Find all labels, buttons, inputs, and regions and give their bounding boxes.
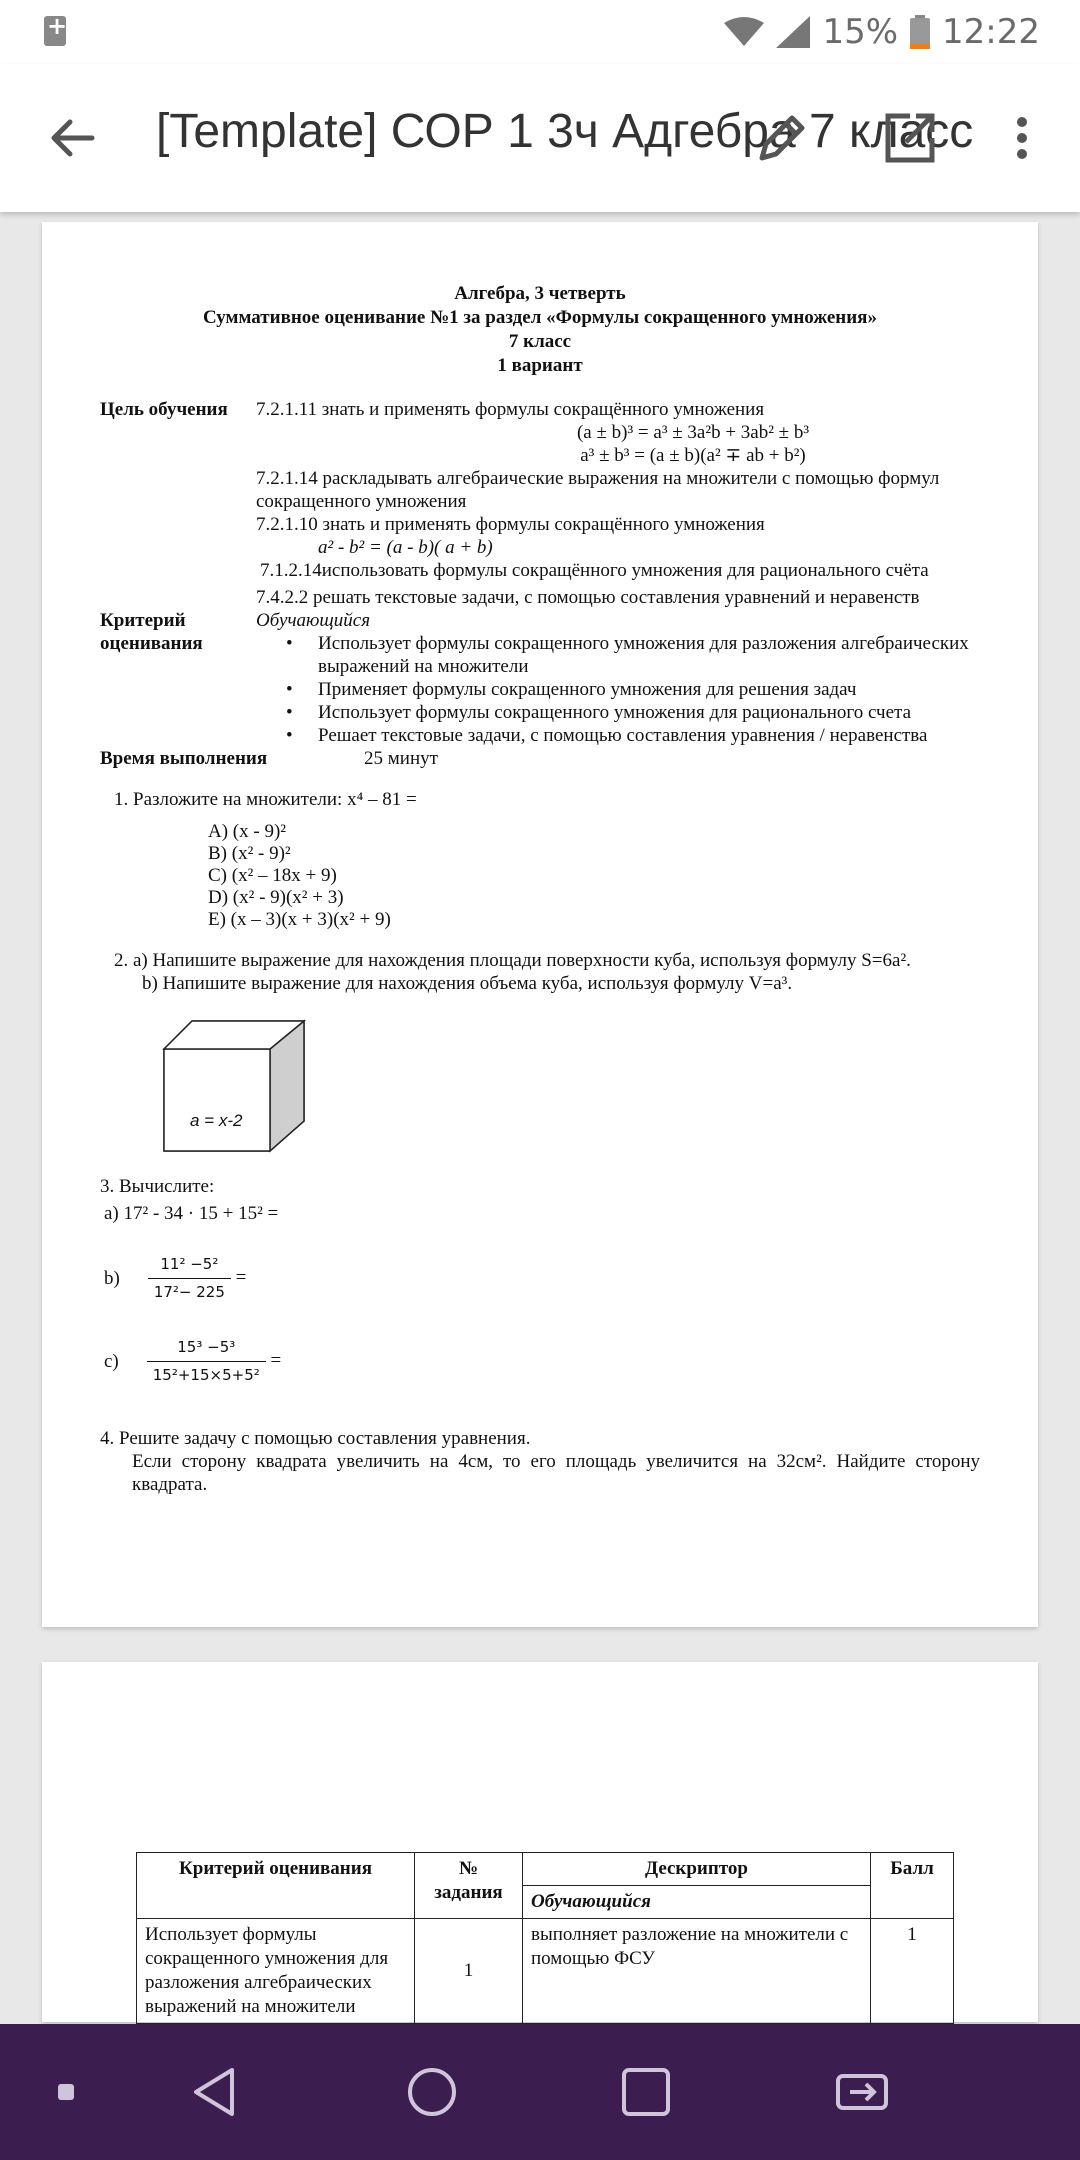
column-header-descriptor: Дескриптор	[523, 1853, 871, 1886]
list-item: • Использует формулы сокращенного умножения для разложения алгебраических выражений на множители	[256, 632, 980, 678]
back-nav-icon[interactable]	[186, 2062, 246, 2122]
battery-icon	[910, 15, 930, 49]
column-header-criterion: Критерий оценивания	[137, 1853, 415, 1919]
column-subheader: Обучающийся	[523, 1886, 871, 1919]
task-4: 4. Решите задачу с помощью составления уравнения. Если сторону квадрата увеличить на 4см, то его площадь увеличится на 32см². Найдите сторону квадрата.	[100, 1428, 980, 1495]
wifi-icon	[724, 17, 764, 47]
small-square-icon[interactable]	[36, 2062, 96, 2122]
recents-nav-icon[interactable]	[616, 2062, 676, 2122]
learning-goals: Цель обучения 7.2.1.11 знать и применять формулы сокращённого умножения (a ± b)³ = a³ ± 3a²b + 3ab² ± b³ a³ ± b³ = (a ± b)(a² ∓ ab + b²) 7.2.1.14 раскладывать алгебраические выражения на множители с помощью формул сокращенного умножения 7.2.1.10 знать и применять формулы сокращённого умножения a² - b² = (a - b)( a + b) 7.1.2.14использовать формулы сокращённого умножения для рационального счёта 7.4.2.2 решать текстовые задачи, с помощью составления уравнений и неравенств Критерий оценивания Обучающийся • Использует формулы сокращенного умножения для разложения алгебраических выражений на множители • Применяет формулы сокращенного умножения для решения задач • Использует формулы сокращенного умножения для рационального счета • Решает текстовые задачи, с помощью составления уравнения / неравенства Время выполнения 25 минут	[100, 398, 980, 770]
back-arrow-icon[interactable]	[42, 108, 102, 168]
status-bar	[0, 0, 1080, 64]
formula-diff-squares: a² - b² = (a - b)( a + b)	[318, 537, 493, 558]
rubric-table	[136, 1852, 954, 2024]
option-a: A) (x - 9)²	[208, 821, 286, 842]
task-2: 2. a) Напишите выражение для нахождения площади поверхности куба, используя формулу S=6a². b) Напишите выражение для нахождения объема куба, используя формулу V=a³. a = x-2	[100, 949, 980, 1157]
list-item: • Решает текстовые задачи, с помощью составления уравнения / неравенства	[256, 724, 980, 747]
option-b: B) (x² - 9)²	[208, 843, 291, 864]
criteria-list	[256, 632, 980, 747]
home-nav-icon[interactable]	[402, 2062, 462, 2122]
formula-sum-cubes: a³ ± b³ = (a ± b)(a² ∓ ab + b²)	[580, 445, 806, 466]
fraction-b: $\frac{\text{11² −5²}}{\text{17²− 225}}$	[148, 1253, 231, 1304]
cube-side-label: a = x-2	[190, 1111, 243, 1130]
time-value: 25 минут	[364, 748, 438, 769]
list-item: • Использует формулы сокращенного умножения для рационального счета	[256, 701, 980, 724]
option-d: D) (x² - 9)(x² + 3)	[208, 887, 344, 908]
document-title: [Template] СОР 1 3ч Адгебра 7 класс	[156, 105, 974, 158]
task-1: 1. Разложите на множители: x⁴ – 81 = A) (x - 9)² B) (x² - 9)² C) (x² – 18x + 9) D) (x² - 9)(x² + 3) E) (x – 3)(x + 3)(x² + 9)	[100, 788, 980, 931]
task-3: 3. Вычислите: a) 17² - 34 · 15 + 15² = b) $\frac{\text{11² −5²}}{\text{17²− 225}}$ = c) $\frac{\text{15³ −5³}}{\text{15²+15×5+5²}}$ =	[100, 1175, 980, 1387]
more-options-icon[interactable]	[1002, 108, 1042, 168]
cube-diagram	[162, 1017, 312, 1157]
goal-label: Цель обучения	[100, 399, 228, 420]
fraction-c: $\frac{\text{15³ −5³}}{\text{15²+15×5+5²}}$	[147, 1336, 266, 1387]
formula-cube: (a ± b)³ = a³ ± 3a²b + 3ab² ± b³	[576, 422, 810, 443]
option-e: E) (x – 3)(x + 3)(x² + 9)	[208, 909, 391, 930]
task-3-c: c) $\frac{\text{15³ −5³}}{\text{15²+15×5+5²}}$ =	[100, 1336, 980, 1387]
task-3-b: b) $\frac{\text{11² −5²}}{\text{17²− 225}}$ =	[100, 1253, 980, 1304]
open-external-icon[interactable]	[880, 108, 940, 168]
signal-icon	[776, 16, 810, 48]
notification-icon	[44, 16, 66, 46]
battery-percent: 15%	[822, 12, 899, 52]
task-1-options	[114, 821, 980, 931]
time-label: Время выполнения	[100, 748, 268, 769]
list-item: • Применяет формулы сокращенного умножения для решения задач	[256, 678, 980, 701]
table-row: Использует формулы сокращенного умножения для разложения алгебраических выражений на множители 1 выполняет разложение на множители с помощью ФСУ 1	[137, 1919, 954, 2024]
document-header: Алгебра, 3 четверть Суммативное оценивание №1 за раздел «Формулы сокращенного умножения» 7 класс 1 вариант	[203, 283, 877, 376]
criteria-label: Критерий оценивания	[100, 610, 203, 654]
option-c: C) (x² – 18x + 9)	[208, 865, 337, 886]
rotate-screen-icon[interactable]	[832, 2062, 892, 2122]
document-page-2	[42, 1662, 1038, 2022]
navigation-bar	[0, 2024, 1080, 2160]
column-header-score: Балл	[871, 1853, 954, 1919]
app-bar	[0, 64, 1080, 212]
edit-pencil-icon[interactable]	[752, 108, 812, 168]
clock: 12:22	[942, 12, 1040, 52]
column-header-task-number: № задания	[415, 1853, 523, 1919]
document-page-1	[42, 222, 1038, 1627]
